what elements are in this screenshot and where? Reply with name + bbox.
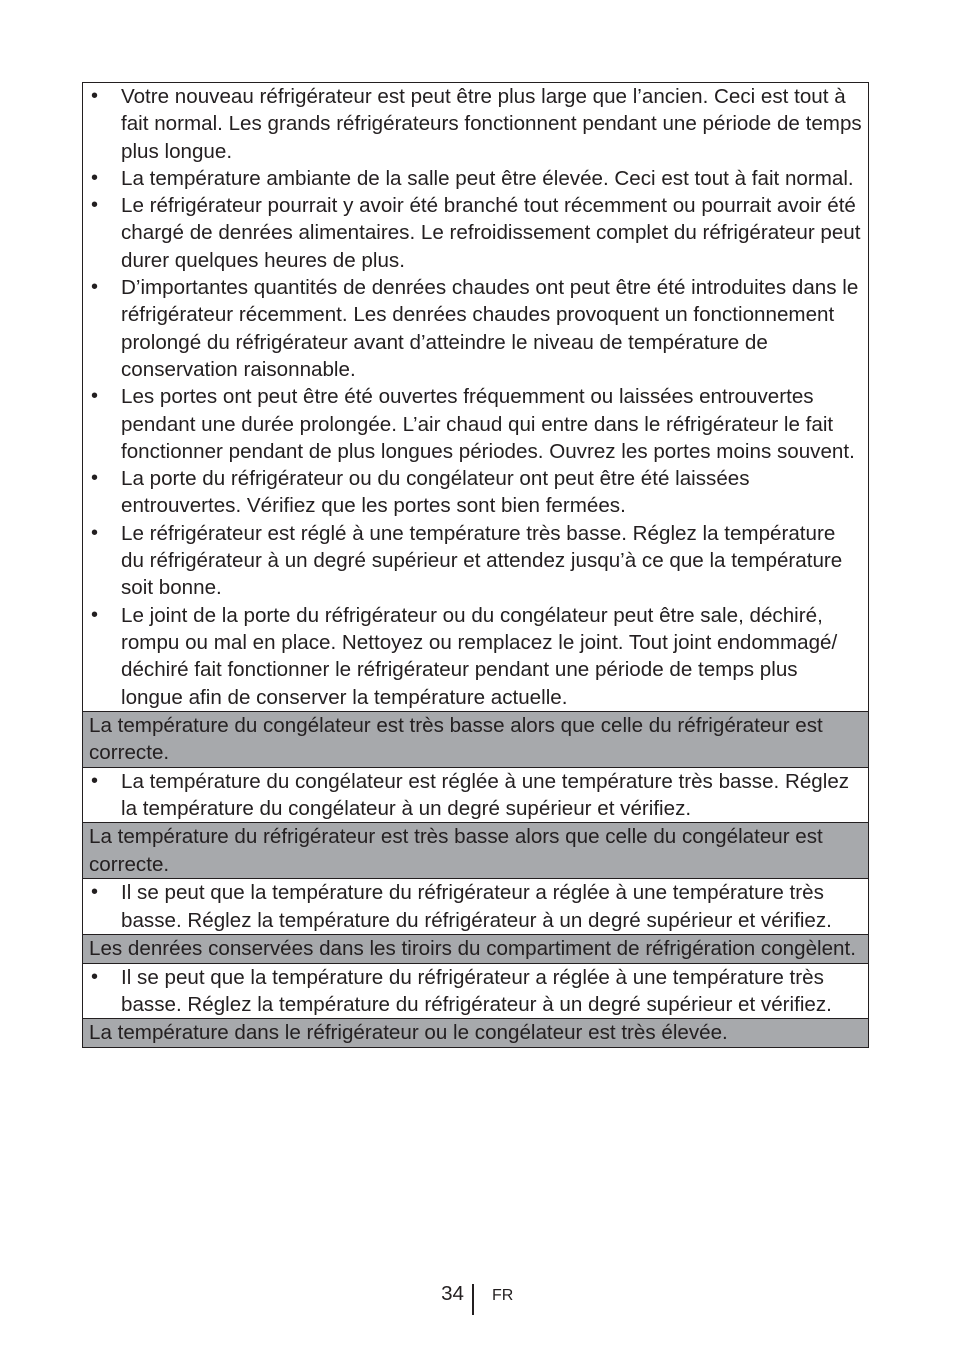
language-code: FR bbox=[492, 1287, 514, 1304]
list-item bbox=[89, 602, 862, 711]
list-item-text: La température ambiante de la salle peut être élevée. Ceci est tout à fait normal. bbox=[121, 166, 854, 190]
list-item-text: Le joint de la porte du réfrigérateur ou du congélateur peut être sale, déchiré, rompu ou mal en place. Nettoyez ou remplacez le joint. Tout joint endommagé/ déchiré fait fonctionner le réfrigérateur pendant une période de temps plus longue afin de conserver la température actuelle. bbox=[121, 603, 838, 709]
problem-heading: La température du congélateur est très basse alors que celle du réfrigérateur est correcte. bbox=[89, 713, 823, 765]
page-footer bbox=[0, 1282, 954, 1316]
table-header-row bbox=[83, 1019, 868, 1048]
bullet-list bbox=[89, 879, 862, 934]
list-item bbox=[89, 520, 862, 602]
list-item bbox=[89, 383, 862, 465]
bullet-icon: • bbox=[91, 385, 99, 408]
bullet-list bbox=[89, 83, 862, 711]
list-item bbox=[89, 964, 862, 1019]
list-item bbox=[89, 768, 862, 823]
table-header-row bbox=[83, 823, 868, 879]
list-item bbox=[89, 192, 862, 274]
list-item-text: Il se peut que la température du réfrigérateur a réglée à une température très basse. Réglez la température du réfrigérateur à un degré supérieur et vérifiez. bbox=[121, 881, 832, 932]
table-body-row bbox=[83, 768, 868, 824]
list-item-text: Les portes ont peut être été ouvertes fréquemment ou laissées entrouvertes pendant une durée prolongée. L’air chaud qui entre dans le réfrigérateur le fait fonctionner pendant de plus longues périodes. Ouvrez les portes moins souvent. bbox=[121, 385, 855, 463]
bullet-list bbox=[89, 768, 862, 823]
list-item-text: D’importantes quantités de denrées chaudes ont peut être été introduites dans le réfrigérateur récemment. Les denrées chaudes provoquent un fonctionnement prolongé du réfrigérateur avant d’atteindre le niveau de température de conservation raisonnable. bbox=[121, 276, 859, 381]
bullet-icon: • bbox=[91, 965, 99, 988]
troubleshooting-table bbox=[82, 82, 869, 1048]
list-item-text: Le réfrigérateur pourrait y avoir été branché tout récemment ou pourrait avoir été chargé de denrées alimentaires. Le refroidissement complet du réfrigérateur peut durer quelques heures de plus. bbox=[121, 194, 861, 272]
bullet-icon: • bbox=[91, 603, 99, 626]
table-header-row bbox=[83, 935, 868, 964]
page-number: 34 bbox=[441, 1282, 464, 1305]
bullet-icon: • bbox=[91, 881, 99, 904]
table-body-row bbox=[83, 83, 868, 712]
bullet-icon: • bbox=[91, 276, 99, 299]
bullet-icon: • bbox=[91, 467, 99, 490]
bullet-icon: • bbox=[91, 521, 99, 544]
list-item bbox=[89, 274, 862, 383]
bullet-icon: • bbox=[91, 166, 99, 189]
list-item-text: Votre nouveau réfrigérateur est peut être plus large que l’ancien. Ceci est tout à fait normal. Les grands réfrigérateurs fonctionnent pendant une période de temps plus longue. bbox=[121, 85, 862, 163]
problem-heading: La température dans le réfrigérateur ou le congélateur est très élevée. bbox=[89, 1021, 728, 1045]
list-item-text: La porte du réfrigérateur ou du congélateur ont peut être été laissées entrouvertes. Vérifiez que les portes sont bien fermées. bbox=[121, 467, 750, 518]
list-item bbox=[89, 879, 862, 934]
bullet-icon: • bbox=[91, 85, 99, 107]
bullet-icon: • bbox=[91, 194, 99, 217]
list-item bbox=[89, 165, 862, 192]
list-item-text: La température du congélateur est réglée à une température très basse. Réglez la température du congélateur à un degré supérieur et vérifiez. bbox=[121, 769, 850, 821]
table-body-row bbox=[83, 964, 868, 1020]
list-item bbox=[89, 83, 862, 165]
list-item-text: Le réfrigérateur est réglé à une température très basse. Réglez la température du réfrigérateur à un degré supérieur et attendez jusqu’à ce que la température soit bonne. bbox=[121, 521, 843, 600]
problem-heading: Les denrées conservées dans les tiroirs du compartiment de réfrigération congèlent. bbox=[89, 937, 856, 961]
list-item-text: Il se peut que la température du réfrigérateur a réglée à une température très basse. Réglez la température du réfrigérateur à un degré supérieur et vérifiez. bbox=[121, 965, 832, 1016]
problem-heading: La température du réfrigérateur est très basse alors que celle du congélateur est correcte. bbox=[89, 825, 823, 876]
footer-divider bbox=[472, 1284, 474, 1315]
list-item bbox=[89, 465, 862, 520]
bullet-list bbox=[89, 964, 862, 1019]
bullet-icon: • bbox=[91, 769, 99, 792]
table-header-row bbox=[83, 712, 868, 768]
table-body-row bbox=[83, 879, 868, 935]
